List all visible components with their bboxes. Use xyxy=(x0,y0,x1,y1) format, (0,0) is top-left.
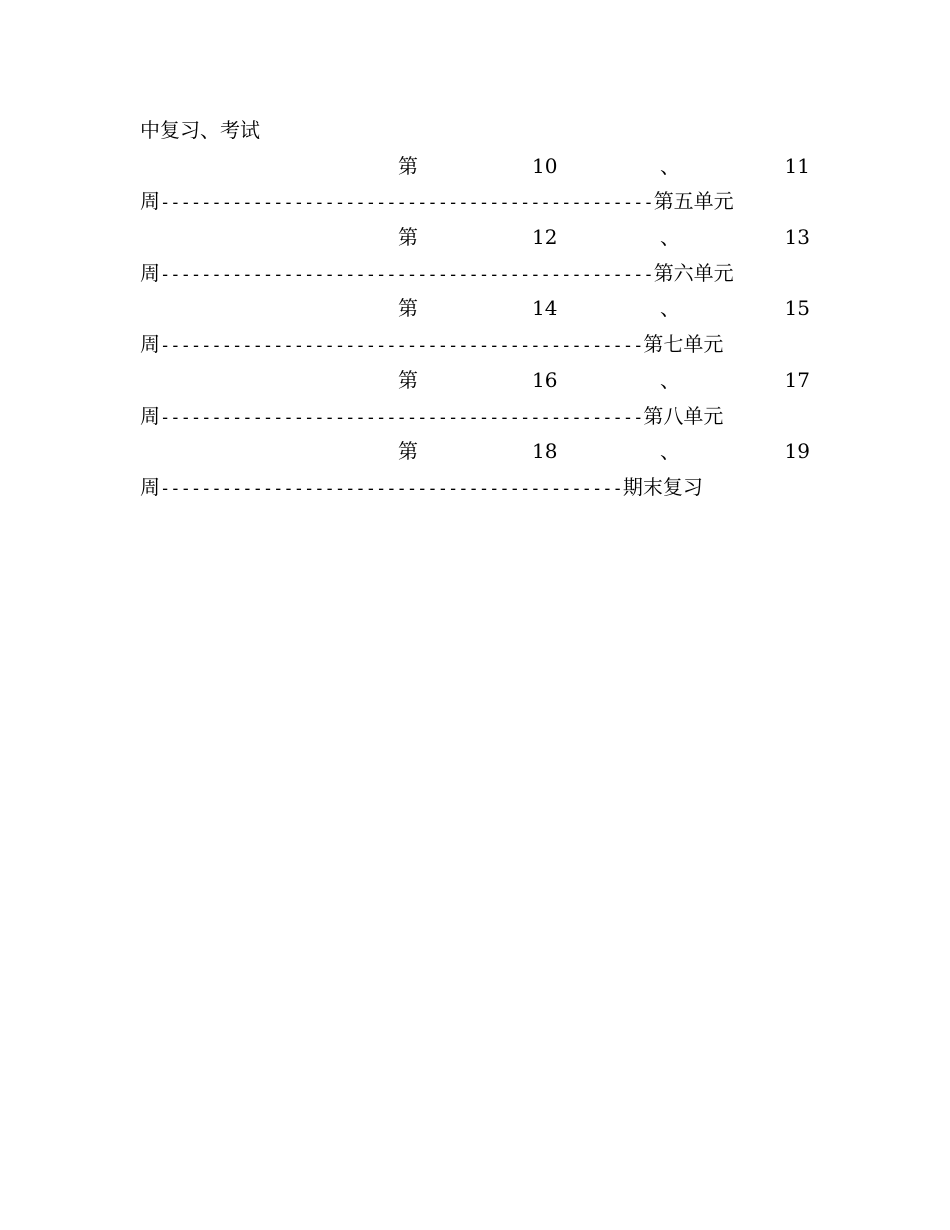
week-end-number: 19 xyxy=(784,439,810,464)
schedule-text-block xyxy=(140,113,810,506)
week-prefix: 第 xyxy=(398,296,418,321)
week-end-number: 11 xyxy=(784,153,810,178)
week-start-number: 16 xyxy=(532,367,558,392)
week-prefix: 第 xyxy=(398,367,418,392)
week-end-number: 17 xyxy=(784,367,810,392)
unit-label: 第七单元 xyxy=(643,332,724,357)
unit-label: 第六单元 xyxy=(653,260,734,285)
schedule-item-line xyxy=(140,184,810,220)
dash-leader: ------------------------------------------------ xyxy=(160,193,654,214)
week-start-number: 14 xyxy=(532,296,558,321)
week-separator: 、 xyxy=(660,367,680,392)
week-range-line xyxy=(140,149,810,185)
week-suffix: 周 xyxy=(140,189,160,214)
unit-label: 期末复习 xyxy=(622,474,703,499)
week-end-number: 13 xyxy=(784,225,810,250)
week-prefix: 第 xyxy=(398,225,418,250)
week-start-number: 18 xyxy=(532,439,558,464)
week-suffix: 周 xyxy=(140,403,160,428)
dash-leader: ----------------------------------------------- xyxy=(160,407,644,428)
week-prefix: 第 xyxy=(398,153,418,178)
intro-line: 中复习、考试 xyxy=(140,118,260,142)
unit-label: 第八单元 xyxy=(643,403,724,428)
dash-leader: --------------------------------------------- xyxy=(160,478,623,499)
week-start-number: 12 xyxy=(532,225,558,250)
week-suffix: 周 xyxy=(140,474,160,499)
week-range-line xyxy=(140,220,810,256)
week-separator: 、 xyxy=(660,296,680,321)
week-start-number: 10 xyxy=(532,153,558,178)
week-range-line xyxy=(140,291,810,327)
schedule-item-line xyxy=(140,327,810,363)
week-separator: 、 xyxy=(660,153,680,178)
week-separator: 、 xyxy=(660,225,680,250)
dash-leader: ------------------------------------------------ xyxy=(160,264,654,285)
schedule-item-line xyxy=(140,256,810,292)
week-range-line xyxy=(140,363,810,399)
week-prefix: 第 xyxy=(398,439,418,464)
unit-label: 第五单元 xyxy=(653,189,734,214)
schedule-item-line xyxy=(140,399,810,435)
week-suffix: 周 xyxy=(140,332,160,357)
dash-leader: ----------------------------------------------- xyxy=(160,336,644,357)
week-end-number: 15 xyxy=(784,296,810,321)
schedule-item-line xyxy=(140,470,810,506)
week-range-line xyxy=(140,434,810,470)
week-suffix: 周 xyxy=(140,260,160,285)
week-separator: 、 xyxy=(660,439,680,464)
